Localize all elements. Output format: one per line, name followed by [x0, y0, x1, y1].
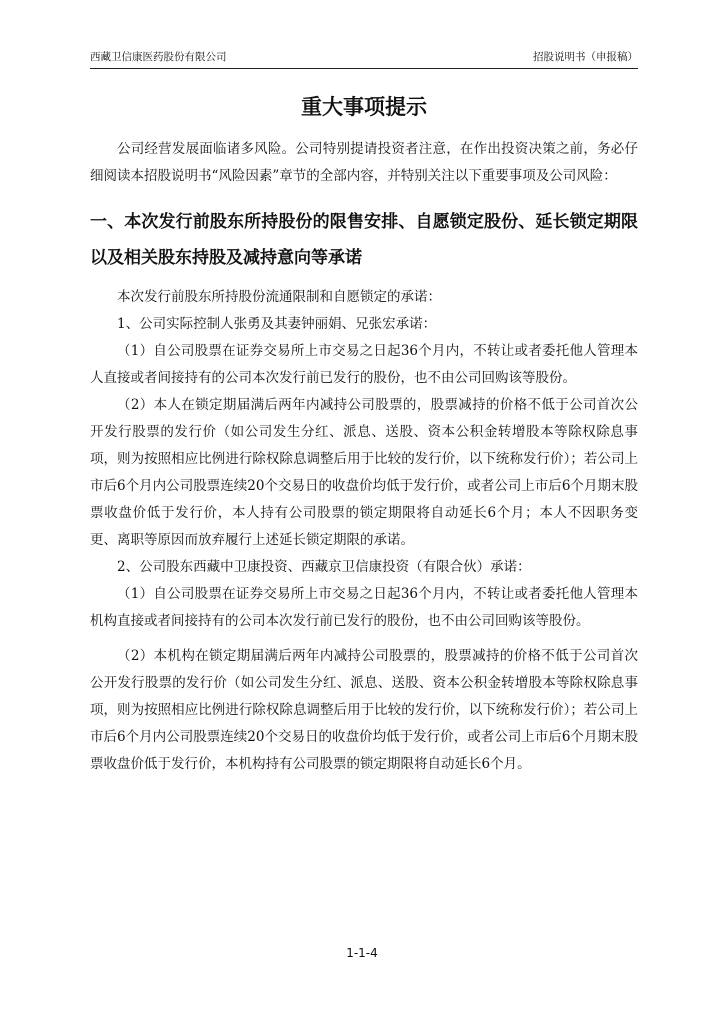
item-2-paragraph-2: （2）本机构在锁定期届满后两年内减持公司股票的，股票减持的价格不低于公司首次公开发行股票的发行价（如公司发生分红、派息、送股、资本公积金转增股本等除权除息事项，则为按照相应比例进行除权除息调整后用于比较的发行价，以下统称发行价）；若公司上市后6个月内公司股票连续20个交易日的收盘价均低于发行价，或者公司上市后6个月期末股票收盘价低于发行价，本机构持有公司股票的锁定期限将自动延长6个月。: [90, 648, 638, 772]
page-header: [90, 48, 638, 69]
item-2-label: 2、公司股东西藏中卫康投资、西藏京卫信康投资（有限合伙）承诺：: [117, 559, 531, 575]
item-1-paragraph-2: （2）本人在锁定期届满后两年内减持公司股票的，股票减持的价格不低于公司首次公开发行股票的发行价（如公司发生分红、派息、送股、资本公积金转增股本等除权除息事项，则为按照相应比例进行除权除息调整后用于比较的发行价，以下统称发行价）；若公司上市后6个月内公司股票连续20个交易日的收盘价均低于发行价，或者公司上市后6个月期末股票收盘价低于发行价，本人持有公司股票的锁定期限将自动延长6个月；本人不因职务变更、离职等原因而放弃履行上述延长锁定期限的承诺。: [90, 397, 638, 548]
section-1-heading: 一、本次发行前股东所持股份的限售安排、自愿锁定股份、延长锁定期限以及相关股东持股及减持意向等承诺: [90, 212, 638, 268]
page-number: 1-1-4: [346, 946, 378, 960]
header-document-type: 招股说明书（申报稿）: [533, 51, 638, 63]
section-1-lead: 本次发行前股东所持股份流通限制和自愿锁定的承诺：: [117, 289, 441, 305]
item-1-label: 1、公司实际控制人张勇及其妻钟丽娟、兄张宏承诺：: [117, 316, 437, 332]
item-1-paragraph-1: （1）自公司股票在证券交易所上市交易之日起36个月内，不转让或者委托他人管理本人直接或者间接持有的公司本次发行前已发行的股份，也不由公司回购该等股份。: [90, 343, 638, 386]
item-2-paragraph-1: （1）自公司股票在证券交易所上市交易之日起36个月内，不转让或者委托他人管理本机构直接或者间接持有的公司本次发行前已发行的股份，也不由公司回购该等股份。: [90, 586, 638, 629]
intro-paragraph: 公司经营发展面临诸多风险。公司特别提请投资者注意，在作出投资决策之前，务必仔细阅读本招股说明书“风险因素”章节的全部内容，并特别关注以下重要事项及公司风险：: [90, 141, 638, 184]
header-company-name: 西藏卫信康医药股份有限公司: [90, 51, 227, 63]
document-body: [90, 90, 638, 778]
document-title: 重大事项提示: [301, 95, 427, 119]
